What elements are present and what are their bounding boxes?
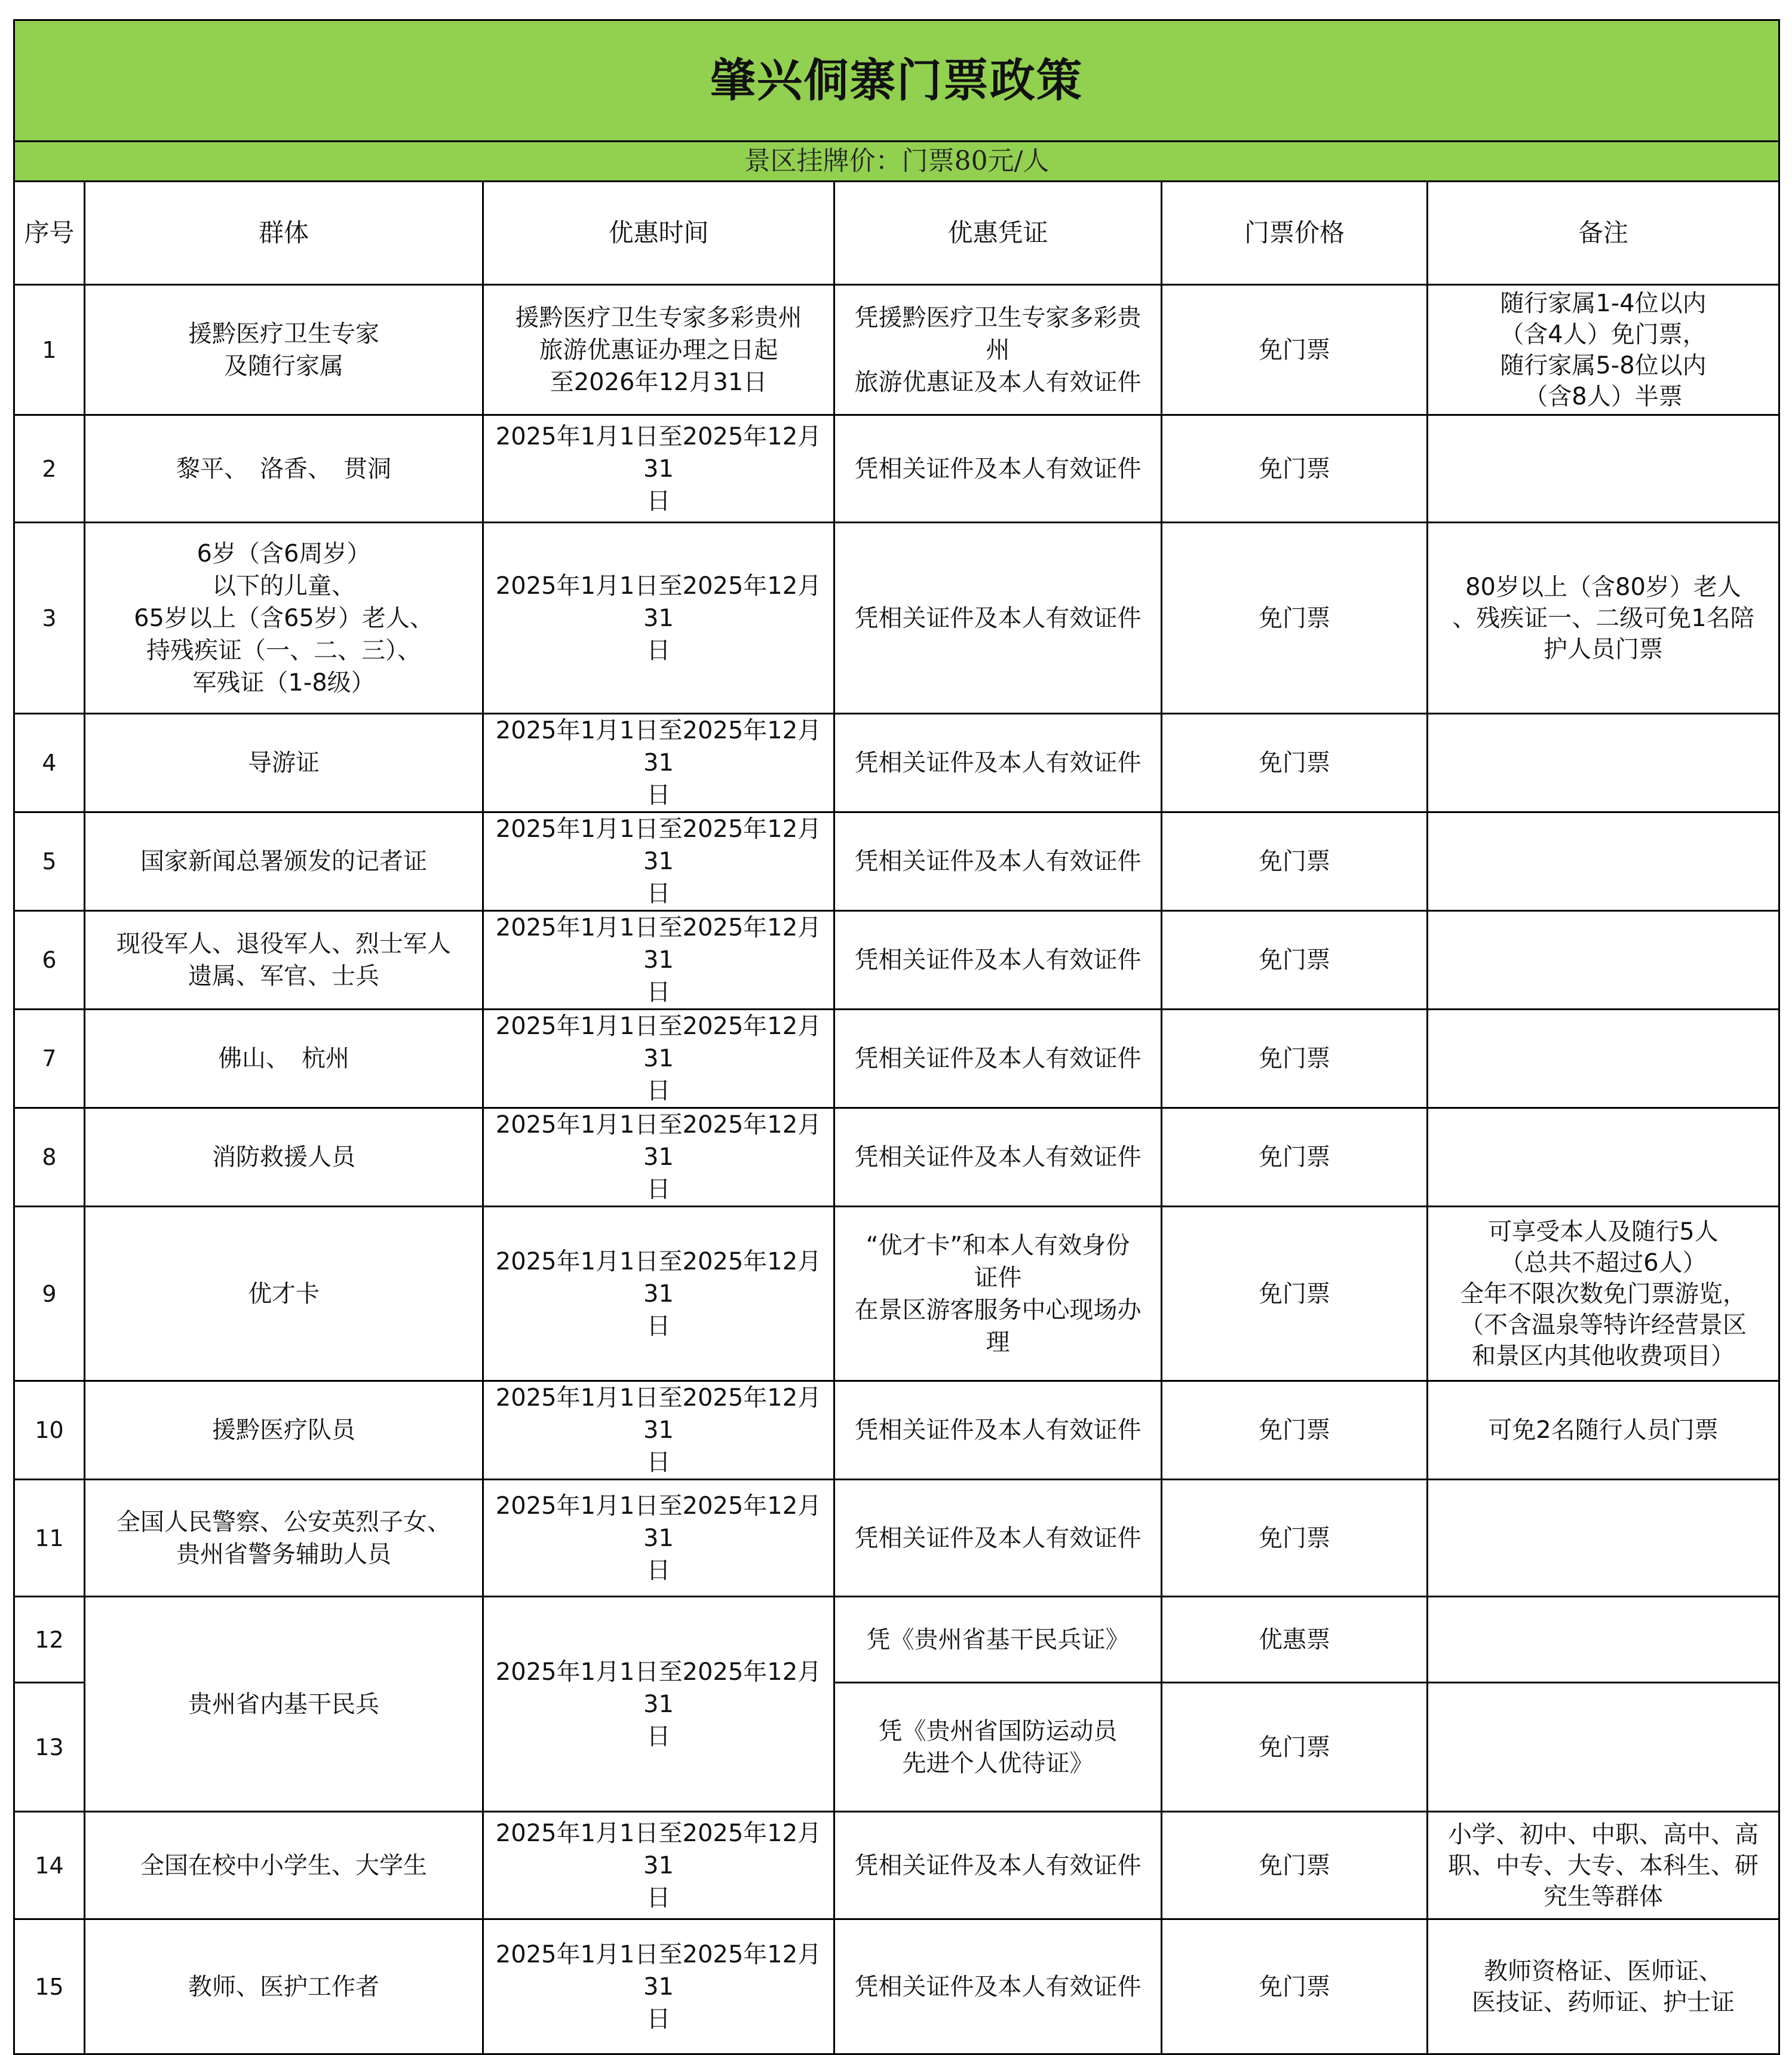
row-price: 免门票 [1162, 523, 1428, 714]
header-time: 优惠时间 [483, 182, 834, 285]
header-group: 群体 [85, 182, 483, 285]
row-group: 国家新闻总署颁发的记者证 [85, 812, 483, 911]
row-price: 优惠票 [1162, 1597, 1428, 1683]
row-time: 2025年1月1日至2025年12月31 日 [483, 1108, 834, 1207]
row-group: 援黔医疗队员 [85, 1381, 483, 1480]
row-remark [1428, 812, 1779, 911]
row-time: 2025年1月1日至2025年12月31 日 [483, 1010, 834, 1108]
row-price: 免门票 [1162, 1683, 1428, 1812]
row-proof: 凭相关证件及本人有效证件 [834, 1381, 1162, 1480]
row-remark: 随行家属1-4位以内 （含4人）免门票， 随行家属5-8位以内 （含8人）半票 [1428, 285, 1779, 415]
page-title: 肇兴侗寨门票政策 [14, 20, 1779, 142]
row-group: 贵州省内基干民兵 [85, 1597, 483, 1812]
row-price: 免门票 [1162, 1919, 1428, 2054]
row-remark [1428, 714, 1779, 812]
row-remark: 可享受本人及随行5人 （总共不超过6人） 全年不限次数免门票游览， （不含温泉等特许经营景区 和景区内其他收费项目） [1428, 1207, 1779, 1381]
row-no: 6 [14, 911, 85, 1010]
row-no: 8 [14, 1108, 85, 1207]
row-no: 15 [14, 1919, 85, 2054]
row-price: 免门票 [1162, 1812, 1428, 1919]
row-remark [1428, 1108, 1779, 1207]
table-row [14, 415, 1779, 523]
table-row [14, 1207, 1779, 1381]
row-remark: 80岁以上（含80岁）老人 、残疾证一、二级可免1名陪 护人员门票 [1428, 523, 1779, 714]
row-group: 黎平、 洛香、 贯洞 [85, 415, 483, 523]
row-time: 2025年1月1日至2025年12月31 日 [483, 714, 834, 812]
header-no: 序号 [14, 182, 85, 285]
row-proof: 凭相关证件及本人有效证件 [834, 1480, 1162, 1597]
row-proof: 凭相关证件及本人有效证件 [834, 1108, 1162, 1207]
row-group: 援黔医疗卫生专家 及随行家属 [85, 285, 483, 415]
row-proof: 凭相关证件及本人有效证件 [834, 714, 1162, 812]
row-time: 2025年1月1日至2025年12月31 日 [483, 415, 834, 523]
row-remark: 教师资格证、医师证、 医技证、药师证、护士证 [1428, 1919, 1779, 2054]
row-no: 10 [14, 1381, 85, 1480]
row-group: 全国在校中小学生、大学生 [85, 1812, 483, 1919]
row-time: 2025年1月1日至2025年12月31 日 [483, 1480, 834, 1597]
table-row [14, 1919, 1779, 2054]
table-row [14, 1812, 1779, 1919]
ticket-policy-table [13, 19, 1780, 2055]
row-price: 免门票 [1162, 1010, 1428, 1108]
row-proof: 凭援黔医疗卫生专家多彩贵 州 旅游优惠证及本人有效证件 [834, 285, 1162, 415]
row-time: 2025年1月1日至2025年12月31 日 [483, 523, 834, 714]
row-group: 现役军人、退役军人、烈士军人 遗属、军官、士兵 [85, 911, 483, 1010]
row-group: 全国人民警察、公安英烈子女、 贵州省警务辅助人员 [85, 1480, 483, 1597]
row-price: 免门票 [1162, 911, 1428, 1010]
table-row [14, 1381, 1779, 1480]
row-time: 2025年1月1日至2025年12月31 日 [483, 1597, 834, 1812]
header-price: 门票价格 [1162, 182, 1428, 285]
row-remark: 小学、初中、中职、高中、高 职、中专、大专、本科生、研 究生等群体 [1428, 1812, 1779, 1919]
table-row [14, 1597, 1779, 1683]
header-remark: 备注 [1428, 182, 1779, 285]
row-time: 2025年1月1日至2025年12月31 日 [483, 1381, 834, 1480]
row-group: 消防救援人员 [85, 1108, 483, 1207]
row-time: 援黔医疗卫生专家多彩贵州 旅游优惠证办理之日起 至2026年12月31日 [483, 285, 834, 415]
row-proof: 凭相关证件及本人有效证件 [834, 1010, 1162, 1108]
header-proof: 优惠凭证 [834, 182, 1162, 285]
row-proof: 凭《贵州省国防运动员 先进个人优待证》 [834, 1683, 1162, 1812]
listed-price-note: 景区挂牌价：门票80元/人 [14, 142, 1779, 182]
table-row [14, 1480, 1779, 1597]
row-price: 免门票 [1162, 1108, 1428, 1207]
row-remark [1428, 1683, 1779, 1812]
row-price: 免门票 [1162, 714, 1428, 812]
row-time: 2025年1月1日至2025年12月31 日 [483, 1207, 834, 1381]
row-proof: 凭《贵州省基干民兵证》 [834, 1597, 1162, 1683]
row-proof: “优才卡”和本人有效身份 证件 在景区游客服务中心现场办 理 [834, 1207, 1162, 1381]
row-remark [1428, 1480, 1779, 1597]
row-group: 导游证 [85, 714, 483, 812]
table-row [14, 1108, 1779, 1207]
row-no: 7 [14, 1010, 85, 1108]
row-proof: 凭相关证件及本人有效证件 [834, 523, 1162, 714]
table-row [14, 523, 1779, 714]
row-group: 优才卡 [85, 1207, 483, 1381]
row-proof: 凭相关证件及本人有效证件 [834, 1812, 1162, 1919]
row-no: 12 [14, 1597, 85, 1683]
row-proof: 凭相关证件及本人有效证件 [834, 1919, 1162, 2054]
row-remark [1428, 415, 1779, 523]
row-proof: 凭相关证件及本人有效证件 [834, 812, 1162, 911]
row-time: 2025年1月1日至2025年12月31 日 [483, 1812, 834, 1919]
row-remark: 可免2名随行人员门票 [1428, 1381, 1779, 1480]
row-group: 佛山、 杭州 [85, 1010, 483, 1108]
row-proof: 凭相关证件及本人有效证件 [834, 415, 1162, 523]
row-price: 免门票 [1162, 285, 1428, 415]
row-no: 1 [14, 285, 85, 415]
row-remark [1428, 1010, 1779, 1108]
row-group: 6岁（含6周岁） 以下的儿童、 65岁以上（含65岁）老人、 持残疾证（一、二、三）、 军残证（1-8级） [85, 523, 483, 714]
row-time: 2025年1月1日至2025年12月31 日 [483, 911, 834, 1010]
policy-sheet [13, 19, 1778, 2055]
row-no: 5 [14, 812, 85, 911]
row-price: 免门票 [1162, 415, 1428, 523]
header-row [14, 182, 1779, 285]
subtitle-row [14, 142, 1779, 182]
row-remark [1428, 911, 1779, 1010]
row-price: 免门票 [1162, 812, 1428, 911]
row-price: 免门票 [1162, 1480, 1428, 1597]
row-time: 2025年1月1日至2025年12月31 日 [483, 812, 834, 911]
row-no: 11 [14, 1480, 85, 1597]
row-proof: 凭相关证件及本人有效证件 [834, 911, 1162, 1010]
title-row [14, 20, 1779, 142]
row-remark [1428, 1597, 1779, 1683]
row-no: 14 [14, 1812, 85, 1919]
row-no: 4 [14, 714, 85, 812]
row-time: 2025年1月1日至2025年12月31 日 [483, 1919, 834, 2054]
table-row [14, 911, 1779, 1010]
table-row [14, 285, 1779, 415]
table-row [14, 714, 1779, 812]
table-row [14, 1010, 1779, 1108]
row-price: 免门票 [1162, 1207, 1428, 1381]
table-row [14, 812, 1779, 911]
row-no: 13 [14, 1683, 85, 1812]
row-no: 3 [14, 523, 85, 714]
row-no: 2 [14, 415, 85, 523]
row-price: 免门票 [1162, 1381, 1428, 1480]
row-group: 教师、医护工作者 [85, 1919, 483, 2054]
row-no: 9 [14, 1207, 85, 1381]
